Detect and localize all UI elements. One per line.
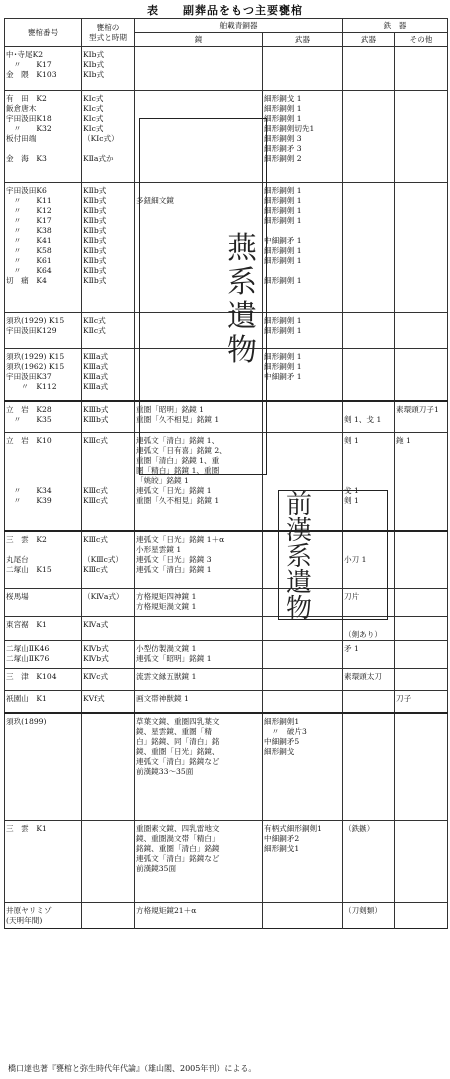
cell-line: 銘鏡、重圏「清白」銘鏡 xyxy=(136,844,220,853)
cell-line xyxy=(264,226,341,236)
cell-line xyxy=(83,545,133,555)
header-type-line1: 甕棺の xyxy=(96,22,120,32)
cell-line: 〃 K64 xyxy=(6,266,52,275)
cell-type-period xyxy=(82,821,135,903)
cell-line: 宇田汲田K129 xyxy=(6,326,57,335)
cell-line: KⅢc式 xyxy=(83,496,108,505)
cell-line: KⅣc式 xyxy=(83,672,109,681)
cell-line: KⅡb式 xyxy=(83,216,107,225)
cell-line: 画文帯神獣鏡 1 xyxy=(136,694,189,703)
cell-line: 剣 1 xyxy=(344,436,359,445)
cell-line: KⅠb式 xyxy=(83,60,105,69)
cell-line xyxy=(83,466,133,476)
cell-line: 連弧文「清白」銘鏡など xyxy=(136,854,220,863)
table-row xyxy=(5,691,448,713)
cell-line: 〃 K32 xyxy=(6,124,52,133)
cell-line: 金 海 K3 xyxy=(6,154,47,163)
cell-iron-weapon xyxy=(343,47,395,91)
cell-mirror xyxy=(135,617,263,641)
table-row xyxy=(5,821,448,903)
cell-line: 中細銅矛 1 xyxy=(264,236,302,245)
cell-line: 〃 K41 xyxy=(6,236,52,245)
cell-type-period xyxy=(82,91,135,183)
cell-other xyxy=(395,713,448,821)
cell-type-period xyxy=(82,641,135,669)
cell-line: 〃 K38 xyxy=(6,226,52,235)
cell-line xyxy=(344,456,393,466)
cell-line: 細形銅剣 1 xyxy=(264,104,302,113)
cell-line: KⅡb式 xyxy=(83,246,107,255)
table-title: 表 副葬品をもつ主要甕棺 xyxy=(147,4,303,17)
cell-iron-weapon xyxy=(343,641,395,669)
cell-line: 方格規矩四神鏡 1 xyxy=(136,592,197,601)
cell-line: 板付田端 xyxy=(6,134,37,143)
cell-line xyxy=(264,382,341,392)
cell-line: 宇田汲田K18 xyxy=(6,114,52,123)
cell-line: 飯倉唐木 xyxy=(6,104,37,113)
cell-type-period xyxy=(82,713,135,821)
header-iron-group: 鉄 器 xyxy=(343,19,448,33)
stamp-yan-text: 燕系遺物 xyxy=(227,231,257,368)
cell-line xyxy=(344,405,393,415)
cell-line: KⅣb式 xyxy=(83,644,109,653)
cell-type-period xyxy=(82,669,135,691)
cell-bronze-weapon xyxy=(263,821,343,903)
cell-line: KⅠc式 xyxy=(83,94,104,103)
cell-jar-number xyxy=(5,821,82,903)
cell-jar-number xyxy=(5,589,82,617)
cell-other xyxy=(395,641,448,669)
cell-iron-weapon xyxy=(343,91,395,183)
cell-line: 鏡、重圏「日光」銘鏡、 xyxy=(136,746,220,756)
cell-line: 細形銅剣 1 xyxy=(264,352,302,361)
cell-line: 重圏「昭明」銘鏡 1 xyxy=(136,404,204,414)
cell-line: 連弧文「日光」銘鏡 1 xyxy=(136,486,212,495)
cell-bronze-weapon xyxy=(263,47,343,91)
cell-jar-number xyxy=(5,183,82,313)
cell-line: （鉄鏃） xyxy=(344,824,375,833)
cell-line: (天明年間) xyxy=(6,916,43,925)
cell-bronze-weapon xyxy=(263,691,343,713)
cell-line: KⅠb式 xyxy=(83,50,105,59)
cell-line: 細形銅剣 2 xyxy=(264,154,302,163)
cell-line xyxy=(344,654,393,664)
cell-line xyxy=(344,466,393,476)
cell-line: 丸尾台 xyxy=(6,554,29,564)
stamp-han-artifacts xyxy=(283,492,315,622)
cell-line: 細形銅戈1 xyxy=(264,844,300,853)
cell-other xyxy=(395,433,448,531)
cell-line: KⅤf式 xyxy=(83,694,105,703)
cell-line: 前漢鏡35面 xyxy=(136,864,177,873)
cell-line: 細形銅剣 1 xyxy=(264,246,302,255)
table-row xyxy=(5,47,448,91)
cell-line: 重圏「清白」銘鏡 1、重 xyxy=(136,456,220,465)
cell-line: KⅡb式 xyxy=(83,226,107,235)
cell-line: 鏡、星雲鏡、重圏「精 xyxy=(136,726,212,736)
header-type-period xyxy=(82,19,135,47)
header-type-line2: 型式と時期 xyxy=(89,32,127,42)
cell-line: 〃 K39 xyxy=(6,496,52,505)
cell-other xyxy=(395,691,448,713)
cell-jar-number xyxy=(5,669,82,691)
cell-iron-weapon xyxy=(343,691,395,713)
cell-line: 三 雲 K2 xyxy=(6,534,47,544)
cell-line: 桜馬場 xyxy=(6,592,29,601)
table-row xyxy=(5,669,448,691)
header-jar-number: 甕棺番号 xyxy=(5,19,82,47)
cell-line xyxy=(344,446,393,456)
cell-line: 立 岩 K10 xyxy=(6,436,52,445)
cell-line: 細形銅剣 1 xyxy=(264,216,302,225)
cell-iron-weapon xyxy=(343,669,395,691)
cell-line: 細形銅剣 1 xyxy=(264,114,302,123)
cell-other xyxy=(395,47,448,91)
cell-other xyxy=(395,349,448,401)
table-row xyxy=(5,617,448,641)
cell-iron-weapon xyxy=(343,903,395,929)
cell-jar-number xyxy=(5,691,82,713)
cell-line: 刀子 xyxy=(396,694,412,703)
cell-iron-weapon xyxy=(343,617,395,641)
cell-line: 切 痛 K4 xyxy=(6,276,47,285)
cell-line: 素環頭刀子1 xyxy=(396,404,439,414)
cell-line: 方格規矩鏡21＋α xyxy=(136,906,197,915)
cell-line: 鏡、重圏渦文帯「精白」 xyxy=(136,834,220,843)
cell-line xyxy=(6,456,80,466)
cell-mirror xyxy=(135,641,263,669)
stamp-yan-artifacts xyxy=(226,232,258,368)
cell-other xyxy=(395,821,448,903)
cell-line: 有 田 K2 xyxy=(6,94,47,103)
cell-line: 井原ヤリミゾ xyxy=(6,906,52,915)
cell-line xyxy=(344,476,393,486)
cell-line: 須玖(1929) K15 xyxy=(6,316,65,325)
cell-line: 有柄式細形銅剣1 xyxy=(264,824,322,833)
cell-line: （刀剣類） xyxy=(344,906,382,915)
cell-jar-number xyxy=(5,349,82,401)
cell-line: KⅢc式 xyxy=(83,564,108,574)
cell-line xyxy=(6,545,80,555)
cell-bronze-weapon xyxy=(263,401,343,433)
header-other: その他 xyxy=(395,33,448,47)
cell-bronze-weapon xyxy=(263,641,343,669)
cell-jar-number xyxy=(5,91,82,183)
header-iron-weapon: 武器 xyxy=(343,33,395,47)
cell-line: 細形銅剣 1 xyxy=(264,186,302,195)
cell-type-period xyxy=(82,401,135,433)
cell-line: 刀片 xyxy=(344,592,360,601)
cell-iron-weapon xyxy=(343,713,395,821)
cell-line: 細形銅剣 1 xyxy=(264,206,302,215)
cell-line: KⅡb式 xyxy=(83,186,107,195)
cell-type-period xyxy=(82,349,135,401)
cell-line xyxy=(83,144,133,154)
cell-line: 重圏「久不相見」銘鏡 1 xyxy=(136,496,220,505)
cell-line: 細形銅剣 3 xyxy=(264,134,302,143)
cell-line: KⅡb式 xyxy=(83,256,107,265)
cell-bronze-weapon xyxy=(263,669,343,691)
cell-type-period xyxy=(82,433,135,531)
cell-line: 〃 K35 xyxy=(6,414,52,424)
cell-line: 連弧文「昭明」銘鏡 1 xyxy=(136,654,212,663)
cell-mirror xyxy=(135,47,263,91)
stamp-han-text: 前漢系遺物 xyxy=(285,490,312,624)
cell-line: 〃 K12 xyxy=(6,206,52,215)
cell-bronze-weapon xyxy=(263,349,343,401)
cell-line: 金 隈 K103 xyxy=(6,70,57,79)
cell-line: 三 津 K104 xyxy=(6,672,57,681)
cell-bronze-weapon xyxy=(263,183,343,313)
cell-line: 中細銅矛 1 xyxy=(264,372,302,381)
cell-line: 連弧文「清白」銘鏡など xyxy=(136,756,220,766)
table-row xyxy=(5,641,448,669)
cell-line: 細形銅剣1 xyxy=(264,716,300,726)
cell-line: KⅡb式 xyxy=(83,196,107,205)
cell-line: 中細銅矛2 xyxy=(264,834,300,843)
cell-iron-weapon xyxy=(343,349,395,401)
cell-line: KⅠc式 xyxy=(83,114,104,123)
cell-line: 素環頭太刀 xyxy=(344,672,382,681)
cell-line: 小刀 1 xyxy=(344,554,367,564)
cell-line: KⅡb式 xyxy=(83,276,107,285)
cell-jar-number xyxy=(5,313,82,349)
cell-mirror xyxy=(135,669,263,691)
cell-line: 細形銅剣切先1 xyxy=(264,124,315,133)
cell-jar-number xyxy=(5,617,82,641)
cell-line: 鉇 1 xyxy=(396,436,411,445)
cell-line: KⅡb式 xyxy=(83,206,107,215)
cell-iron-weapon xyxy=(343,313,395,349)
cell-line: KⅢb式 xyxy=(83,414,109,424)
cell-jar-number xyxy=(5,47,82,91)
cell-line: 二塚山 K15 xyxy=(6,564,52,574)
cell-line xyxy=(6,144,80,154)
cell-line: 中･寺尾K2 xyxy=(6,50,44,59)
cell-other xyxy=(395,903,448,929)
cell-line: 〃 破片3 xyxy=(264,726,307,736)
cell-bronze-weapon xyxy=(263,313,343,349)
cell-line: KⅡb式 xyxy=(83,266,107,275)
cell-line: 前漢鏡33～35面 xyxy=(136,766,194,776)
cell-line: KⅡb式 xyxy=(83,236,107,245)
cell-line: 方格規矩渦文鏡 1 xyxy=(136,602,197,611)
cell-line: KⅢa式 xyxy=(83,352,109,361)
cell-type-period xyxy=(82,903,135,929)
cell-line xyxy=(6,466,80,476)
cell-other xyxy=(395,183,448,313)
cell-line: KⅣa式 xyxy=(83,620,109,629)
cell-line: KⅠc式 xyxy=(83,104,104,113)
cell-line: 矛 1 xyxy=(344,644,359,653)
cell-line: 須玖(1899) xyxy=(6,716,47,726)
cell-line: （KⅣa式） xyxy=(83,592,124,601)
cell-line: 重圏素文鏡、四乳雷地文 xyxy=(136,824,220,833)
cell-line xyxy=(83,456,133,466)
cell-line: （剣あり） xyxy=(344,630,382,639)
cell-line xyxy=(83,446,133,456)
cell-line: 戈 1 xyxy=(344,486,359,495)
cell-line: 細形銅剣 1 xyxy=(264,316,302,325)
cell-line xyxy=(396,415,446,425)
cell-line: 白」銘鏡、同「清白」銘 xyxy=(136,736,220,746)
cell-line: 〃 K61 xyxy=(6,256,52,265)
source-footnote: 橋口達也著『甕棺と弥生時代年代論』（雄山閣、2005年刊）による。 xyxy=(8,1064,257,1073)
cell-line: 細形銅剣 1 xyxy=(264,276,302,285)
cell-line: 多鈕細文鏡 xyxy=(136,196,174,205)
cell-jar-number xyxy=(5,401,82,433)
cell-type-period xyxy=(82,617,135,641)
cell-other xyxy=(395,531,448,589)
cell-line: 圏「精白」銘鏡 1、重圏 xyxy=(136,466,220,475)
cell-mirror xyxy=(135,821,263,903)
cell-line: KⅡa式か xyxy=(83,154,114,163)
cell-jar-number xyxy=(5,531,82,589)
cell-line xyxy=(6,446,80,456)
cell-line: 東宮裾 K1 xyxy=(6,620,47,629)
cell-jar-number xyxy=(5,433,82,531)
cell-jar-number xyxy=(5,713,82,821)
cell-line: KⅢa式 xyxy=(83,382,109,391)
cell-line: 祇園山 K1 xyxy=(6,694,47,703)
cell-line: 〃 K17 xyxy=(6,216,52,225)
table-row xyxy=(5,903,448,929)
cell-line: 細形銅戈 1 xyxy=(264,94,302,103)
cell-line: KⅢc式 xyxy=(83,486,108,495)
cell-line: 細形銅剣 1 xyxy=(264,256,302,265)
cell-mirror xyxy=(135,691,263,713)
cell-bronze-weapon xyxy=(263,713,343,821)
cell-line: KⅢc式 xyxy=(83,534,108,544)
table-header xyxy=(5,19,448,47)
cell-line: KⅢa式 xyxy=(83,362,109,371)
cell-line: KⅢb式 xyxy=(83,404,109,414)
cell-mirror xyxy=(135,531,263,589)
cell-line: （KⅢc式） xyxy=(83,554,124,564)
cell-mirror xyxy=(135,713,263,821)
cell-mirror xyxy=(135,589,263,617)
cell-type-period xyxy=(82,531,135,589)
cell-line: 剣 1 xyxy=(344,496,359,505)
cell-line: 細形銅戈 xyxy=(264,746,295,756)
cell-line: 宇田汲田K37 xyxy=(6,372,52,381)
cell-line: 「姚皎」銘鏡 1 xyxy=(136,476,189,485)
cell-line: 細形銅剣 1 xyxy=(264,362,302,371)
cell-bronze-weapon xyxy=(263,91,343,183)
cell-other xyxy=(395,669,448,691)
cell-bronze-weapon xyxy=(263,903,343,929)
cell-type-period xyxy=(82,183,135,313)
cell-line: 二塚山ⅡK46 xyxy=(6,644,50,653)
cell-line: KⅠb式 xyxy=(83,70,105,79)
cell-line: 〃 K11 xyxy=(6,196,52,205)
cell-iron-weapon xyxy=(343,401,395,433)
cell-mirror xyxy=(135,903,263,929)
cell-type-period xyxy=(82,47,135,91)
cell-line: 須玖(1929) K15 xyxy=(6,352,65,361)
cell-line: 二塚山ⅡK76 xyxy=(6,654,50,663)
cell-line: 連弧文「日光」銘鏡 1＋α xyxy=(136,534,225,544)
cell-line: 〃 K112 xyxy=(6,382,57,391)
cell-line: 連弧文「清白」銘鏡 1、 xyxy=(136,436,220,445)
cell-line xyxy=(6,476,80,486)
cell-line xyxy=(83,476,133,486)
cell-iron-weapon xyxy=(343,183,395,313)
cell-line xyxy=(264,266,341,276)
cell-line: 草葉文鏡、重圏四乳葉文 xyxy=(136,716,220,726)
cell-type-period xyxy=(82,589,135,617)
table-row xyxy=(5,713,448,821)
cell-line: 細形銅剣 1 xyxy=(264,326,302,335)
header-mirror: 鏡 xyxy=(135,33,263,47)
cell-line: 中細銅矛5 xyxy=(264,736,300,746)
cell-line: 小形星雲鏡 1 xyxy=(136,544,182,554)
cell-jar-number xyxy=(5,903,82,929)
cell-line: 連弧文「清白」銘鏡 1 xyxy=(136,564,212,574)
cell-other xyxy=(395,617,448,641)
cell-other xyxy=(395,401,448,433)
cell-other xyxy=(395,589,448,617)
cell-line: 宇田汲田K6 xyxy=(6,186,47,195)
cell-line: 須玖(1962) K15 xyxy=(6,362,65,371)
cell-type-period xyxy=(82,691,135,713)
cell-line: 剣 1、戈 1 xyxy=(344,414,382,424)
cell-line xyxy=(344,620,393,630)
cell-line: 立 岩 K28 xyxy=(6,404,52,414)
cell-line: 連弧文「日有喜」銘鏡 2、 xyxy=(136,446,227,455)
cell-line: 重圏「久不相見」銘鏡 1 xyxy=(136,414,220,424)
cell-line: 〃 K58 xyxy=(6,246,52,255)
cell-line: 三 雲 K1 xyxy=(6,824,47,833)
cell-line: 流雲文縁五獣鏡 1 xyxy=(136,672,197,681)
cell-jar-number xyxy=(5,641,82,669)
header-bronze-group: 舶載青銅器 xyxy=(135,19,343,33)
cell-line: KⅡc式 xyxy=(83,316,106,325)
cell-line: 細形銅剣 1 xyxy=(264,196,302,205)
cell-line: KⅠc式 xyxy=(83,124,104,133)
cell-line: 〃 K34 xyxy=(6,486,52,495)
cell-line: KⅢa式 xyxy=(83,372,109,381)
cell-other xyxy=(395,313,448,349)
cell-other xyxy=(395,91,448,183)
cell-line: KⅡc式 xyxy=(83,326,106,335)
cell-iron-weapon xyxy=(343,821,395,903)
cell-line: KⅣb式 xyxy=(83,654,109,663)
cell-line: 小型仿製渦文鏡 1 xyxy=(136,644,197,653)
cell-line: （KⅠc式） xyxy=(83,134,119,143)
cell-type-period xyxy=(82,313,135,349)
cell-line: 〃 K17 xyxy=(6,60,52,69)
cell-line: 連弧文「日光」銘鏡 3 xyxy=(136,554,212,564)
cell-line: 細形銅矛 3 xyxy=(264,144,302,153)
cell-line: KⅢc式 xyxy=(83,436,108,445)
header-bronze-weapon: 武器 xyxy=(263,33,343,47)
